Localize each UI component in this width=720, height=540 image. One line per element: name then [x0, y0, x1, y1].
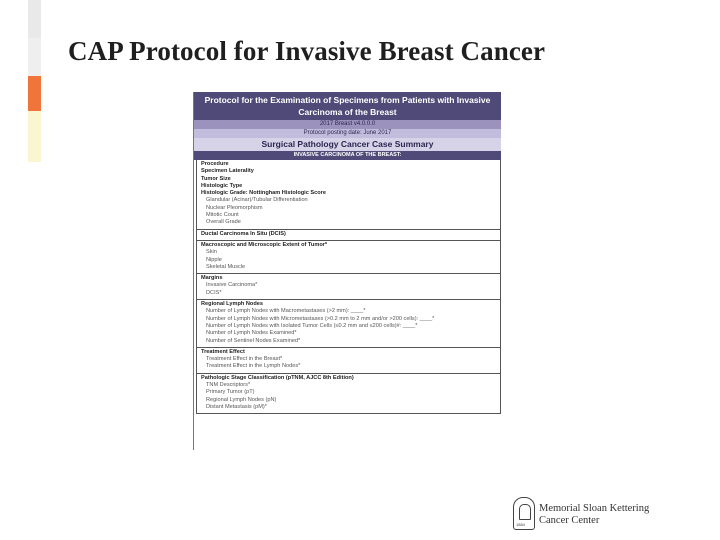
section-item: Number of Lymph Nodes with Isolated Tumor Cells (≤0.2 mm and ≤200 cells)#: ____*: [206, 322, 418, 329]
section-item: Number of Lymph Nodes Examined*: [206, 330, 297, 337]
section-item: Glandular (Acinar)/Tubular Differentiation: [206, 197, 308, 204]
msk-logo: [513, 497, 673, 533]
protocol-version: 2017 Breast v4.0.0.0: [194, 120, 501, 129]
section-item: Treatment Effect in the Breast*: [206, 356, 283, 363]
section-item: Number of Lymph Nodes with Micrometastases (>0.2 mm to 2 mm and/or >200 cells): ____*: [206, 315, 435, 322]
slide-title: CAP Protocol for Invasive Breast Cancer: [68, 36, 546, 66]
section-item: Treatment Effect in the Lymph Nodes*: [206, 363, 301, 370]
accent-bar-yellow: [28, 111, 41, 162]
protocol-posting-date: Protocol posting date: June 2017: [194, 129, 501, 138]
section-item: Nuclear Pleomorphism: [206, 204, 263, 211]
section-heading: Ductal Carcinoma In Situ (DCIS): [201, 230, 286, 237]
section-item: Regional Lymph Nodes (pN): [206, 396, 277, 403]
accent-bar-gray: [28, 0, 41, 38]
section-item: Nipple: [206, 256, 222, 263]
msk-wordmark-line2: Cancer Center: [539, 515, 600, 526]
section-heading: Tumor Size: [201, 175, 231, 182]
protocol-section: [196, 300, 501, 348]
msk-wordmark: [539, 503, 649, 527]
section-item: DCIS*: [206, 289, 222, 296]
section-item: TNM Descriptors*: [206, 382, 251, 389]
section-item: Number of Sentinel Nodes Examined*: [206, 337, 301, 344]
accent-bar-orange: [28, 76, 41, 111]
section-heading: Macroscopic and Microscopic Extent of Tumor*: [201, 241, 328, 248]
section-heading: Regional Lymph Nodes: [201, 301, 263, 308]
case-summary-title: Surgical Pathology Cancer Case Summary: [194, 138, 501, 151]
section-item: Distant Metastasis (pM)*: [206, 403, 267, 410]
msk-emblem-icon: [513, 497, 535, 530]
section-item: Overall Grade: [206, 219, 241, 226]
section-heading: Histologic Type: [201, 182, 243, 189]
section-heading: Procedure: [201, 161, 229, 167]
protocol-section: [196, 374, 501, 414]
section-heading: Pathologic Stage Classification (pTNM, AJCC 8th Edition): [201, 374, 354, 381]
protocol-document-image: [193, 92, 501, 450]
msk-emblem-year: 1884: [516, 522, 525, 527]
section-heading: Treatment Effect: [201, 348, 245, 355]
section-heading: Margins: [201, 275, 223, 282]
protocol-header: Protocol for the Examination of Specimens from Patients with Invasive Carcinoma of the Breast: [194, 92, 501, 120]
protocol-section: [196, 160, 501, 230]
protocol-section: [196, 274, 501, 300]
protocol-section: [196, 230, 501, 241]
section-heading: Histologic Grade: Nottingham Histologic Score: [201, 190, 326, 197]
section-item: Primary Tumor (pT): [206, 389, 255, 396]
msk-wordmark-line1: Memorial Sloan Kettering: [539, 503, 650, 514]
section-item: Skeletal Muscle: [206, 263, 246, 270]
section-item: Invasive Carcinoma*: [206, 282, 258, 289]
section-item: Number of Lymph Nodes with Macrometastases (>2 mm): ____*: [206, 308, 366, 315]
section-heading: Specimen Laterality: [201, 168, 254, 175]
section-item: Skin: [206, 249, 217, 256]
section-item: Mitotic Count: [206, 212, 239, 219]
protocol-section: [196, 241, 501, 274]
accent-bar-gray: [28, 38, 41, 76]
protocol-section: [196, 348, 501, 374]
case-summary-subtitle: INVASIVE CARCINOMA OF THE BREAST:: [194, 151, 501, 160]
protocol-section-list: [194, 160, 501, 414]
